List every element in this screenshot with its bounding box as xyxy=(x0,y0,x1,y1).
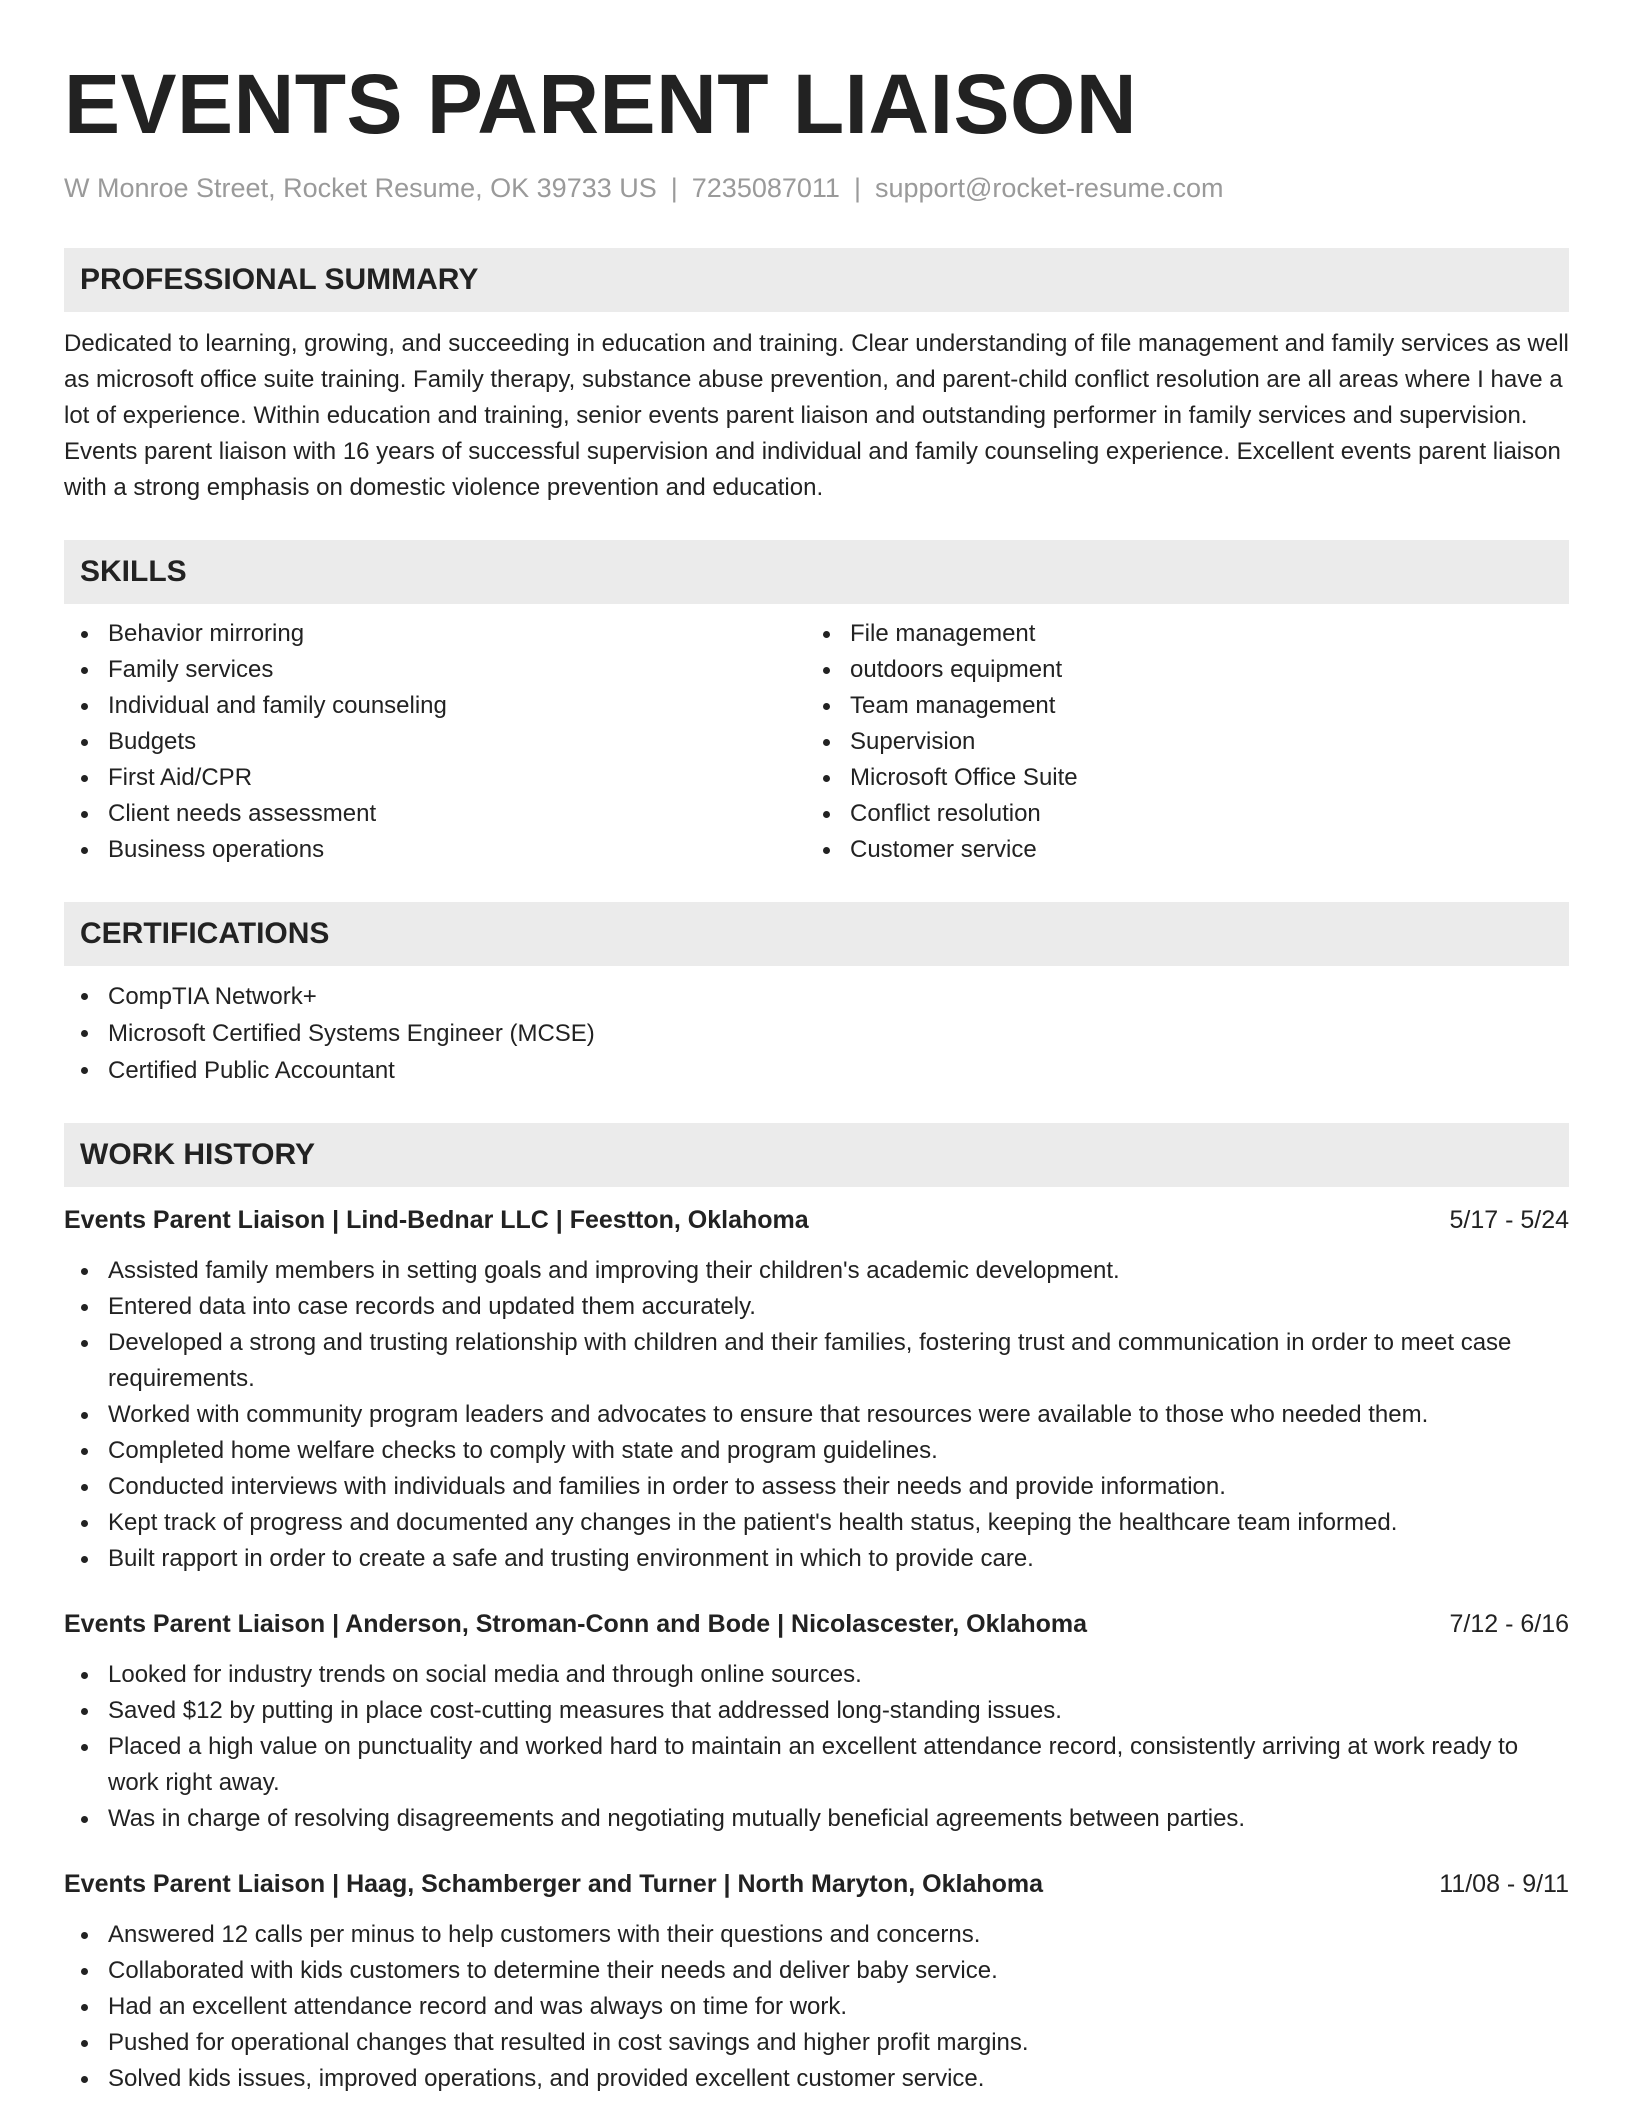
job-dates: 7/12 - 6/16 xyxy=(1449,1610,1569,1638)
skill-item: Microsoft Office Suite xyxy=(806,760,1548,796)
contact-address: W Monroe Street, Rocket Resume, OK 39733 US xyxy=(64,173,657,203)
section-header-summary: PROFESSIONAL SUMMARY xyxy=(64,248,1569,312)
job-duty-item: Assisted family members in setting goals and improving their children's academic development. xyxy=(64,1253,1569,1289)
job-duties-list xyxy=(64,1917,1569,2097)
job-duty-item: Completed home welfare checks to comply with state and program guidelines. xyxy=(64,1433,1569,1469)
job-duty-item: Looked for industry trends on social media and through online sources. xyxy=(64,1657,1569,1693)
job-header xyxy=(64,1203,1569,1237)
skill-item: outdoors equipment xyxy=(806,652,1548,688)
skill-item: Supervision xyxy=(806,724,1548,760)
job-entry xyxy=(64,1867,1569,2097)
skills-list-left xyxy=(64,616,806,868)
skills-list-right xyxy=(806,616,1548,868)
skill-item: First Aid/CPR xyxy=(64,760,806,796)
contact-separator: | xyxy=(853,173,861,203)
job-duties-list xyxy=(64,1657,1569,1837)
skill-item: File management xyxy=(806,616,1548,652)
skill-item: Individual and family counseling xyxy=(64,688,806,724)
job-title: Events Parent Liaison | Haag, Schamberger and Turner | North Maryton, Oklahoma xyxy=(64,1870,1044,1898)
job-entry xyxy=(64,1607,1569,1837)
job-duty-item: Answered 12 calls per minus to help customers with their questions and concerns. xyxy=(64,1917,1569,1953)
job-duty-item: Placed a high value on punctuality and worked hard to maintain an excellent attendance record, consistently arriving at work ready to work right away. xyxy=(64,1729,1569,1801)
skill-item: Customer service xyxy=(806,832,1548,868)
job-duty-item: Conducted interviews with individuals and families in order to assess their needs and provide information. xyxy=(64,1469,1569,1505)
job-duty-item: Saved $12 by putting in place cost-cutting measures that addressed long-standing issues. xyxy=(64,1693,1569,1729)
job-duty-item: Kept track of progress and documented any changes in the patient's health status, keeping the healthcare team informed. xyxy=(64,1505,1569,1541)
job-duty-item: Built rapport in order to create a safe and trusting environment in which to provide care. xyxy=(64,1541,1569,1577)
work-history-list xyxy=(64,1203,1569,2097)
job-duty-item: Collaborated with kids customers to determine their needs and deliver baby service. xyxy=(64,1953,1569,1989)
section-header-skills: SKILLS xyxy=(64,540,1569,604)
skill-item: Behavior mirroring xyxy=(64,616,806,652)
job-dates: 11/08 - 9/11 xyxy=(1439,1870,1569,1898)
job-duty-item: Had an excellent attendance record and was always on time for work. xyxy=(64,1989,1569,2025)
job-title: Events Parent Liaison | Lind-Bednar LLC | Feestton, Oklahoma xyxy=(64,1206,809,1234)
job-header xyxy=(64,1607,1569,1641)
skill-item: Team management xyxy=(806,688,1548,724)
contact-phone: 7235087011 xyxy=(691,173,840,203)
section-header-work-history: WORK HISTORY xyxy=(64,1123,1569,1187)
contact-line xyxy=(64,172,1569,204)
job-duty-item: Solved kids issues, improved operations, and provided excellent customer service. xyxy=(64,2061,1569,2097)
skill-item: Budgets xyxy=(64,724,806,760)
contact-separator: | xyxy=(670,173,678,203)
skill-item: Family services xyxy=(64,652,806,688)
job-duty-item: Worked with community program leaders and advocates to ensure that resources were available to those who needed them. xyxy=(64,1397,1569,1433)
job-header xyxy=(64,1867,1569,1901)
job-duty-item: Entered data into case records and updated them accurately. xyxy=(64,1289,1569,1325)
certification-item: Certified Public Accountant xyxy=(64,1052,1569,1089)
job-dates: 5/17 - 5/24 xyxy=(1449,1206,1569,1234)
job-title: Events Parent Liaison | Anderson, Stroman-Conn and Bode | Nicolascester, Oklahoma xyxy=(64,1610,1088,1638)
job-duty-item: Was in charge of resolving disagreements and negotiating mutually beneficial agreements between parties. xyxy=(64,1801,1569,1837)
job-entry xyxy=(64,1203,1569,1577)
candidate-name: EVENTS PARENT LIAISON xyxy=(64,57,1138,151)
skill-item: Client needs assessment xyxy=(64,796,806,832)
contact-email: support@rocket-resume.com xyxy=(874,173,1224,203)
certification-item: CompTIA Network+ xyxy=(64,978,1569,1015)
job-duty-item: Developed a strong and trusting relationship with children and their families, fostering trust and communication in order to meet case requirements. xyxy=(64,1325,1569,1397)
summary-text: Dedicated to learning, growing, and succeeding in education and training. Clear understanding of file management and family services as well as microsoft office suite training. Family therapy, substance abuse prevention, and parent-child conflict resolution are all areas where I have a lot of experience. Within education and training, senior events parent liaison and outstanding performer in family services and supervision. Events parent liaison with 16 years of successful supervision and individual and family counseling experience. Excellent events parent liaison with a strong emphasis on domestic violence prevention and education. xyxy=(64,330,1569,501)
certification-item: Microsoft Certified Systems Engineer (MCSE) xyxy=(64,1015,1569,1052)
certifications-list xyxy=(64,978,1569,1089)
job-duty-item: Pushed for operational changes that resulted in cost savings and higher profit margins. xyxy=(64,2025,1569,2061)
skills-columns xyxy=(64,616,1569,868)
job-duties-list xyxy=(64,1253,1569,1577)
skill-item: Conflict resolution xyxy=(806,796,1548,832)
resume-page xyxy=(64,0,1569,2097)
section-header-certifications: CERTIFICATIONS xyxy=(64,902,1569,966)
skill-item: Business operations xyxy=(64,832,806,868)
